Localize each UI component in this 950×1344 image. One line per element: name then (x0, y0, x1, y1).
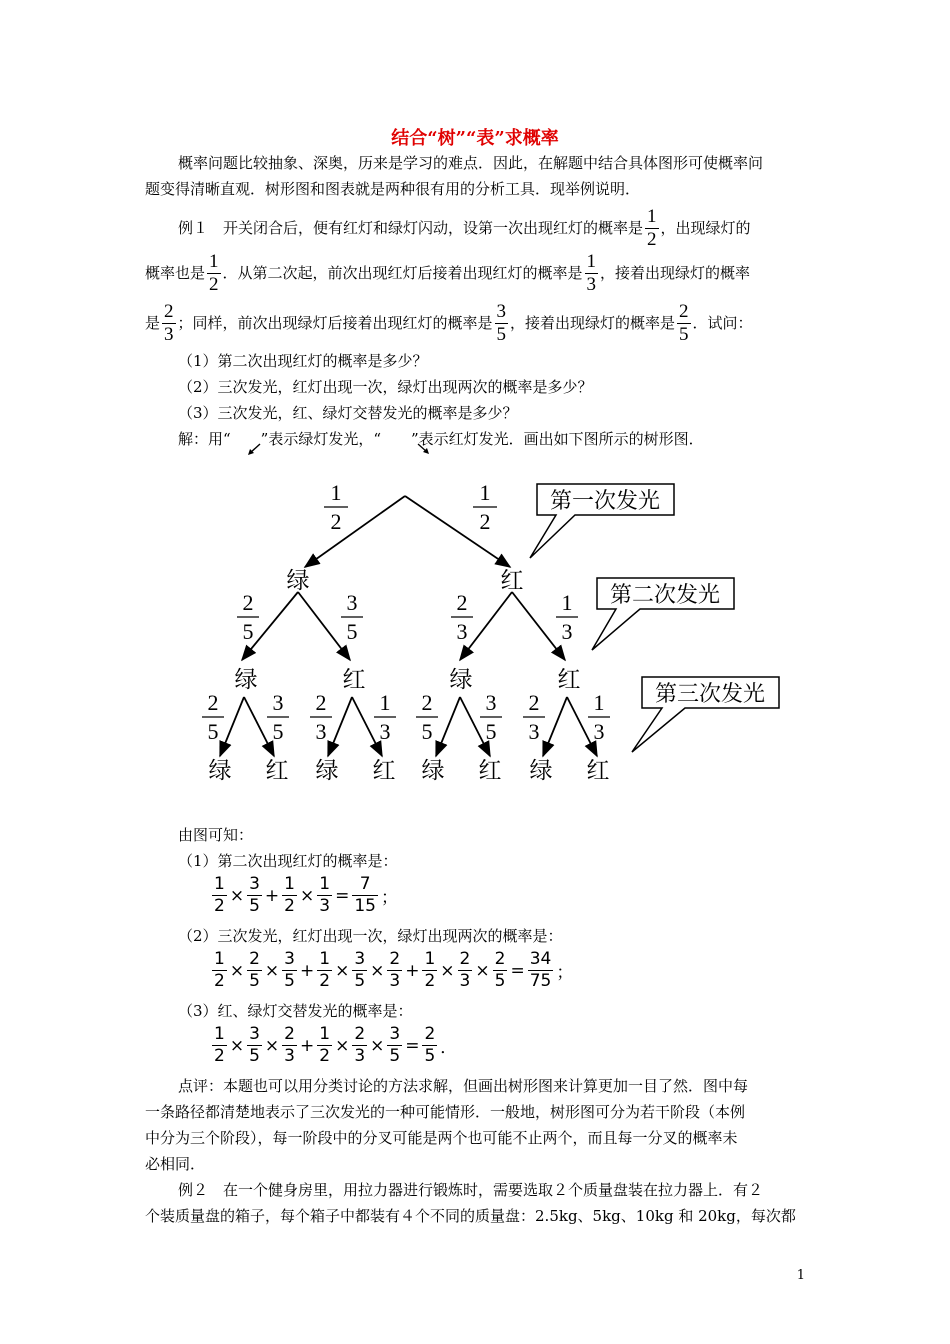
result-2-label: （2）三次发光，红灯出现一次，绿灯出现两次的概率是： (178, 927, 563, 945)
branch-line (298, 592, 350, 660)
fraction: $\frac{2}{3}$ (164, 300, 174, 345)
green-arrow-icon (248, 444, 260, 455)
callout-text-2: 第二次发光 (609, 582, 721, 607)
branch-line (436, 697, 460, 756)
branch-line (567, 697, 597, 756)
branch-line (328, 697, 352, 756)
ex1-text: ；同样，前次出现绿灯后接着出现红灯的概率是 (177, 314, 493, 332)
branch-line (460, 592, 512, 660)
leaf-node: 绿 (421, 758, 445, 783)
branch-line (244, 697, 274, 756)
ex1-line-3 (145, 300, 753, 346)
fraction: $\frac{1}{2}$ (647, 205, 657, 250)
leaf-node: 红 (372, 758, 396, 783)
leaf-node: 绿 (529, 758, 553, 783)
ex1-text: ，出现绿灯的 (660, 219, 751, 237)
legend-arrows (240, 440, 440, 462)
branch-prob-numerator: 3 (346, 590, 358, 615)
branch-prob-denominator: 3 (315, 719, 327, 744)
solution-text: ”表示红灯发光．画出如下图所示的树形图． (411, 430, 704, 448)
leaf-node: 红 (265, 758, 289, 783)
ex1-line-2 (145, 250, 750, 296)
solution-text: 解：用“ (178, 430, 231, 448)
tree-diagram (0, 470, 950, 800)
solution-text: ”表示绿灯发光，“ (260, 430, 382, 448)
result-intro: 由图可知： (178, 826, 254, 844)
comment-line-2: 一条路径都清楚地表示了三次发光的一种可能情形．一般地，树形图可分为若干阶段（本例 (145, 1103, 746, 1121)
red-arrow-icon (418, 444, 429, 454)
leaf-node: 绿 (315, 758, 339, 783)
formula-2: $\frac{1}{2}$ × $\frac{2}{5}$ × $\frac{3}{5}$ + $\frac{1}{2}$ × $\frac{3}{5}$ × $\frac{2}{3}$ + $\frac{1}{2}$ × $\frac{2}{3}$ × $\frac{2}{5}$ = $\frac{34}{75}$ ； (214, 949, 574, 991)
question-1: （1）第二次出现红灯的概率是多少？ (178, 352, 428, 370)
intro-line-1: 概率问题比较抽象、深奥，历来是学习的难点．因此，在解题中结合具体图形可使概率问 (178, 154, 764, 172)
branch-line (512, 592, 565, 660)
branch-prob-denominator: 5 (272, 719, 284, 744)
branch-prob-numerator: 1 (379, 690, 391, 715)
formula-3: $\frac{1}{2}$ × $\frac{3}{5}$ × $\frac{2}{3}$ + $\frac{1}{2}$ × $\frac{2}{3}$ × $\frac{3}{5}$ = $\frac{2}{5}$ ． (214, 1024, 458, 1066)
ex1-text: ．试问： (692, 314, 753, 332)
branch-line (220, 697, 244, 756)
node-green: 绿 (286, 568, 310, 593)
fraction: $\frac{1}{3}$ (586, 250, 597, 295)
node-green: 绿 (234, 667, 258, 692)
branch-prob-numerator: 1 (479, 480, 491, 505)
page-number: 1 (796, 1268, 805, 1283)
node-green: 绿 (449, 667, 473, 692)
branch-line (543, 697, 567, 756)
branch-prob-numerator: 3 (272, 690, 284, 715)
leaf-node: 红 (586, 758, 610, 783)
branch-prob-numerator: 1 (561, 590, 573, 615)
result-3-label: （3）红、绿灯交替发光的概率是： (178, 1002, 413, 1020)
question-2: （2）三次发光，红灯出现一次，绿灯出现两次的概率是多少？ (178, 378, 593, 396)
fraction: $\frac{1}{2}$ (209, 250, 219, 295)
branch-prob-numerator: 2 (207, 690, 219, 715)
comment-line-3: 中分为三个阶段），每一阶段中的分叉可能是两个也可能不止两个，而且每一分叉的概率未 (145, 1129, 738, 1147)
question-3: （3）三次发光，红、绿灯交替发光的概率是多少？ (178, 404, 518, 422)
branch-prob-numerator: 2 (315, 690, 327, 715)
callout-text-1: 第一次发光 (549, 488, 661, 513)
comment-line-1: 点评：本题也可以用分类讨论的方法求解，但画出树形图来计算更加一目了然．图中每 (178, 1077, 749, 1095)
branch-prob-numerator: 2 (456, 590, 468, 615)
ex1-text: ，接着出现绿灯的概率 (600, 264, 751, 282)
ex1-line-1 (178, 205, 751, 250)
branch-prob-numerator: 3 (485, 690, 497, 715)
branch-line (352, 697, 382, 756)
branch-prob-denominator: 5 (242, 619, 254, 644)
branch-line (305, 496, 405, 567)
page-title: 结合“树”“表”求概率 (391, 128, 559, 149)
node-red: 红 (557, 667, 581, 692)
branch-prob-denominator: 3 (593, 719, 605, 744)
branch-prob-denominator: 3 (528, 719, 540, 744)
ex2-line-1: 例２ 在一个健身房里，用拉力器进行锻炼时，需要选取２个质量盘装在拉力器上．有２ (178, 1181, 764, 1199)
branch-prob-numerator: 2 (242, 590, 254, 615)
ex1-text: 概率也是 (145, 264, 206, 282)
ex1-text: ．从第二次起，前次出现红灯后接着出现红灯的概率是 (222, 264, 583, 282)
branch-prob-denominator: 5 (485, 719, 497, 744)
formula-1: $\frac{1}{2}$ × $\frac{3}{5}$ + $\frac{1}{2}$ × $\frac{1}{3}$ = $\frac{7}{15}$ ； (214, 874, 398, 916)
branch-prob-denominator: 3 (379, 719, 391, 744)
leaf-node: 绿 (208, 758, 232, 783)
leaf-node: 红 (478, 758, 502, 783)
branch-prob-numerator: 2 (421, 690, 433, 715)
branch-prob-numerator: 2 (528, 690, 540, 715)
branch-prob-denominator: 2 (479, 509, 491, 534)
branch-prob-denominator: 5 (346, 619, 358, 644)
branch-prob-denominator: 5 (421, 719, 433, 744)
callout-text-3: 第三次发光 (654, 681, 766, 706)
ex1-text: 是 (145, 314, 161, 332)
ex1-text: ，接着出现绿灯的概率是 (510, 314, 676, 332)
node-red: 红 (500, 568, 524, 593)
fraction: $\frac{2}{5}$ (679, 300, 689, 345)
branch-prob-denominator: 5 (207, 719, 219, 744)
ex1-text: 例１ 开关闭合后，便有红灯和绿灯闪动，设第一次出现红灯的概率是 (178, 219, 644, 237)
ex2-line-2: 个装质量盘的箱子，每个箱子中都装有４个不同的质量盘：2.5kg、5kg、10kg 和 20kg，每次都 (145, 1207, 796, 1225)
node-red: 红 (342, 667, 366, 692)
branch-prob-denominator: 2 (330, 509, 342, 534)
comment-line-4: 必相同． (145, 1155, 206, 1173)
intro-line-2: 题变得清晰直观．树形图和图表就是两种很有用的分析工具．现举例说明． (145, 180, 641, 198)
branch-prob-numerator: 1 (593, 690, 605, 715)
branch-prob-numerator: 1 (330, 480, 342, 505)
branch-prob-denominator: 3 (456, 619, 468, 644)
result-1-label: （1）第二次出现红灯的概率是： (178, 852, 398, 870)
fraction: $\frac{3}{5}$ (496, 300, 507, 345)
branch-prob-denominator: 3 (561, 619, 573, 644)
